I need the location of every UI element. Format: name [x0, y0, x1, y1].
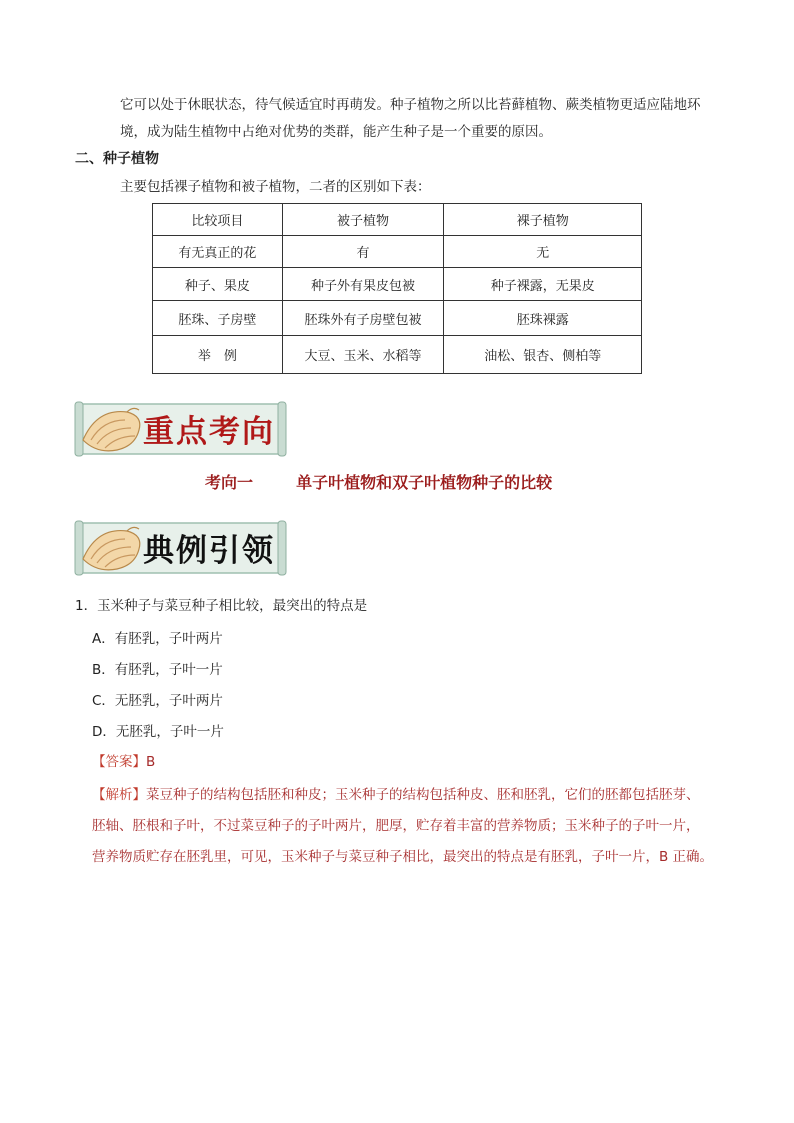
table-cell: 有	[282, 236, 444, 268]
banner-key-points	[73, 398, 288, 460]
table-row	[153, 236, 642, 268]
banner-title: 重点考向	[143, 414, 275, 450]
table-cell: 有无真正的花	[153, 236, 283, 268]
option-a: A．有胚乳，子叶两片	[92, 631, 223, 647]
answer-line	[92, 750, 155, 770]
table-row	[153, 268, 642, 301]
table-cell: 种子外有果皮包被	[282, 268, 444, 301]
table-cell: 种子裸露，无果皮	[444, 268, 642, 301]
section-heading: 二、种子植物	[75, 151, 159, 167]
question-stem: 1．玉米种子与菜豆种子相比较，最突出的特点是	[75, 598, 368, 614]
option-c: C．无胚乳，子叶两片	[92, 693, 223, 709]
answer-value: B	[146, 754, 156, 770]
option-b: B．有胚乳，子叶一片	[92, 662, 223, 678]
table-header-cell: 比较项目	[153, 204, 283, 236]
sub-heading-title: 单子叶植物和双子叶植物种子的比较	[296, 473, 553, 492]
intro-line: 它可以处于休眠状态，待气候适宜时再萌发。种子植物之所以比苔藓植物、蕨类植物更适应陆地环	[120, 97, 701, 113]
table-header-cell: 裸子植物	[444, 204, 642, 236]
table-cell: 胚珠裸露	[444, 301, 642, 336]
table-cell: 无	[444, 236, 642, 268]
table-row	[153, 336, 642, 374]
explanation-line: 营养物质贮存在胚乳里，可见，玉米种子与菜豆种子相比，最突出的特点是有胚乳，子叶一片，B 正确。	[92, 849, 714, 865]
explanation-tag: 【解析】	[92, 787, 146, 803]
explanation-line: 胚轴、胚根和子叶，不过菜豆种子的子叶两片，肥厚，贮存着丰富的营养物质；玉米种子的子叶一片，	[92, 818, 700, 834]
option-d: D．无胚乳，子叶一片	[92, 724, 224, 740]
intro-paragraph	[120, 92, 740, 146]
answer-tag: 【答案】	[92, 754, 146, 770]
table-header-row	[153, 204, 642, 236]
sub-heading-label: 考向一	[205, 473, 254, 492]
table-cell: 种子、果皮	[153, 268, 283, 301]
table-cell: 胚珠外有子房壁包被	[282, 301, 444, 336]
section-intro: 主要包括裸子植物和被子植物，二者的区别如下表：	[120, 179, 431, 195]
sub-heading	[205, 470, 552, 493]
table-cell: 大豆、玉米、水稻等	[282, 336, 444, 374]
banner-example	[73, 517, 288, 579]
conch-shell-icon	[77, 400, 147, 462]
comparison-table	[152, 203, 642, 374]
table-cell: 油松、银杏、侧柏等	[444, 336, 642, 374]
explanation	[92, 780, 742, 873]
banner-title: 典例引领	[143, 533, 275, 569]
intro-line: 境，成为陆生植物中占绝对优势的类群，能产生种子是一个重要的原因。	[120, 124, 552, 140]
table-cell: 举 例	[153, 336, 283, 374]
table-row	[153, 301, 642, 336]
explanation-line: 【解析】菜豆种子的结构包括胚和种皮；玉米种子的结构包括种皮、胚和胚乳，它们的胚都包括胚芽、	[92, 787, 700, 803]
table-header-cell: 被子植物	[282, 204, 444, 236]
conch-shell-icon	[77, 519, 147, 581]
table-cell: 胚珠、子房壁	[153, 301, 283, 336]
